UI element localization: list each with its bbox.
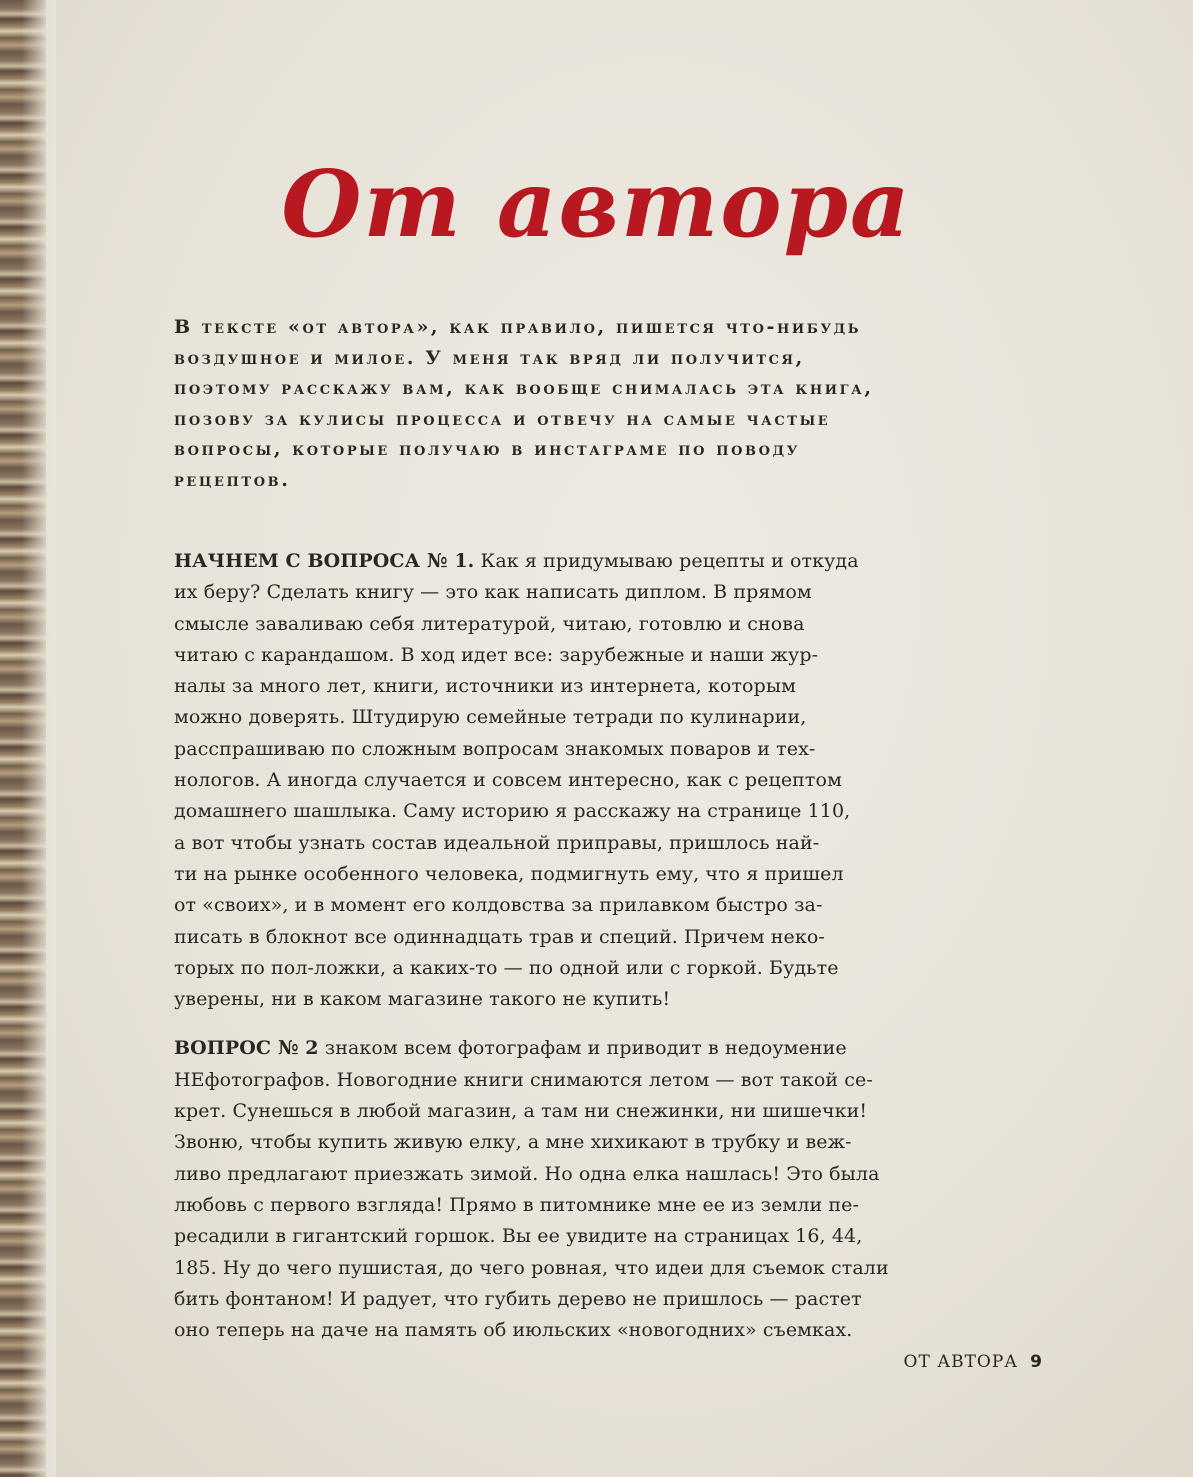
paragraph-question-2 (174, 1033, 994, 1346)
page-footer (904, 1352, 1043, 1372)
paragraph-question-1 (174, 546, 994, 1015)
paragraph-lead: ВОПРОС № 2 (174, 1037, 319, 1060)
body-text (174, 546, 994, 1364)
page-number: 9 (1030, 1352, 1043, 1372)
paragraph-body: Как я придумываю рецепты и откуда их беру? Сделать книгу — это как написать диплом. В прямом смысле заваливаю себя литературой, читаю, готовлю и снова читаю с карандашом. В ход идет все: зарубежные и наши жур- налы за много лет, книги, источники из интернета, которым можно доверять. Штудирую семейные тетради по кулинарии, расспрашиваю по сложным вопросам знакомых поваров и тех- нологов. А иногда случается и совсем интересно, как с рецептом домашнего шашлыка. Саму историю я расскажу на странице 110, а вот чтобы узнать состав идеальной приправы, пришлось най- ти на рынке особенного человека, подмигнуть ему, что я пришел от «своих», и в момент его колдовства за прилавком быстро за- писать в блокнот все одиннадцать трав и специй. Причем неко- торых по пол-ложки, а каких-то — по одной или с горкой. Будьте уверены, ни в каком магазине такого не купить! (174, 550, 859, 1011)
intro-paragraph: В тексте «от автора», как правило, пишется что-нибудь воздушное и милое. У меня так вряд ли получится, поэтому расскажу вам, как вообще снималась эта книга, позову за кулисы процесса и отвечу на самые частые вопросы, которые получаю в инстаграме по поводу рецептов. (174, 316, 874, 491)
page-title: От автора (281, 150, 912, 258)
intro-text (174, 312, 974, 495)
running-header: ОТ АВТОРА (903, 1352, 1019, 1372)
paragraph-body: знаком всем фотографам и приводит в недоумение НЕфотографов. Новогодние книги снимаются летом — вот такой се- крет. Сунешься в любой магазин, а там ни снежинки, ни шишечки! Звоню, чтобы купить живую елку, а мне хихикают в трубку и веж- ливо предлагают приезжать зимой. Но одна елка нашлась! Это была любовь с первого взгляда! Прямо в питомнике мне ее из земли пе- ресадили в гигантский горшок. Вы ее увидите на страницах 16, 44, 185. Ну до чего пушистая, до чего ровная, что идеи для съемок стали бить фонтаном! И радует, что губить дерево не пришлось — растет оно теперь на даче на память об июльских «новогодних» съемках. (174, 1037, 889, 1342)
paragraph-lead: НАЧНЕМ С ВОПРОСА № 1. (174, 550, 475, 572)
